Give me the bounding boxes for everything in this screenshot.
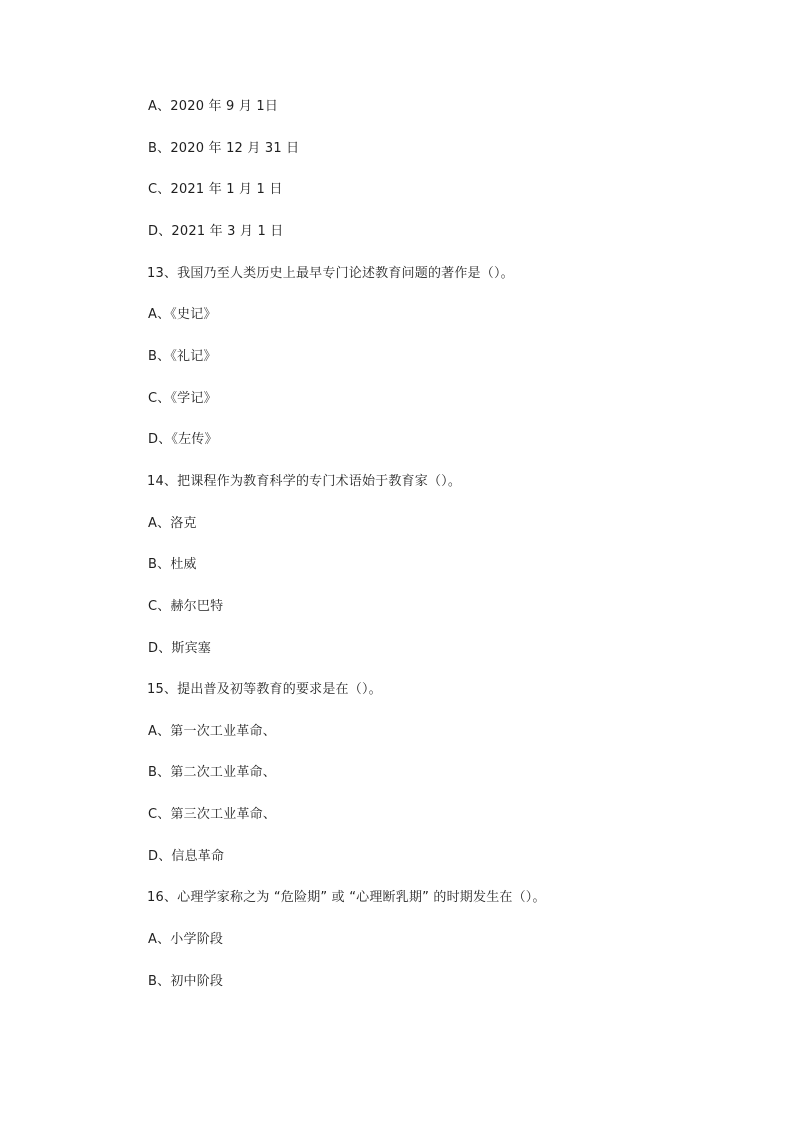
option-d-q14: D、斯宾塞 xyxy=(148,641,212,656)
question-14: 14、把课程作为教育科学的专门术语始于教育家（）。 xyxy=(147,474,462,489)
question-15: 15、提出普及初等教育的要求是在（）。 xyxy=(147,682,382,697)
option-a-q15: A、第一次工业革命、 xyxy=(148,724,276,739)
question-13: 13、我国乃至人类历史上最早专门论述教育问题的著作是（）。 xyxy=(147,266,514,281)
option-d-q15: D、信息革命 xyxy=(148,849,225,864)
option-a-q13: A、《史记》 xyxy=(148,307,217,322)
option-c-q13: C、《学记》 xyxy=(148,391,217,406)
option-b-q15: B、第二次工业革命、 xyxy=(148,765,276,780)
option-c-q12: C、2021 年 1 月 1 日 xyxy=(148,182,283,197)
option-a-q16: A、小学阶段 xyxy=(148,932,224,947)
option-a-q12: A、2020 年 9 月 1日 xyxy=(148,99,279,114)
option-d-q12: D、2021 年 3 月 1 日 xyxy=(148,224,284,239)
option-b-q13: B、《礼记》 xyxy=(148,349,217,364)
option-c-q14: C、赫尔巴特 xyxy=(148,599,224,614)
option-b-q16: B、初中阶段 xyxy=(148,974,224,989)
option-b-q14: B、杜威 xyxy=(148,557,197,572)
option-c-q15: C、第三次工业革命、 xyxy=(148,807,277,822)
option-a-q14: A、洛克 xyxy=(148,516,197,531)
option-b-q12: B、2020 年 12 月 31 日 xyxy=(148,141,300,156)
option-d-q13: D、《左传》 xyxy=(148,432,218,447)
question-16: 16、心理学家称之为 “危险期” 或 “心理断乳期” 的时期发生在（）。 xyxy=(147,890,546,905)
